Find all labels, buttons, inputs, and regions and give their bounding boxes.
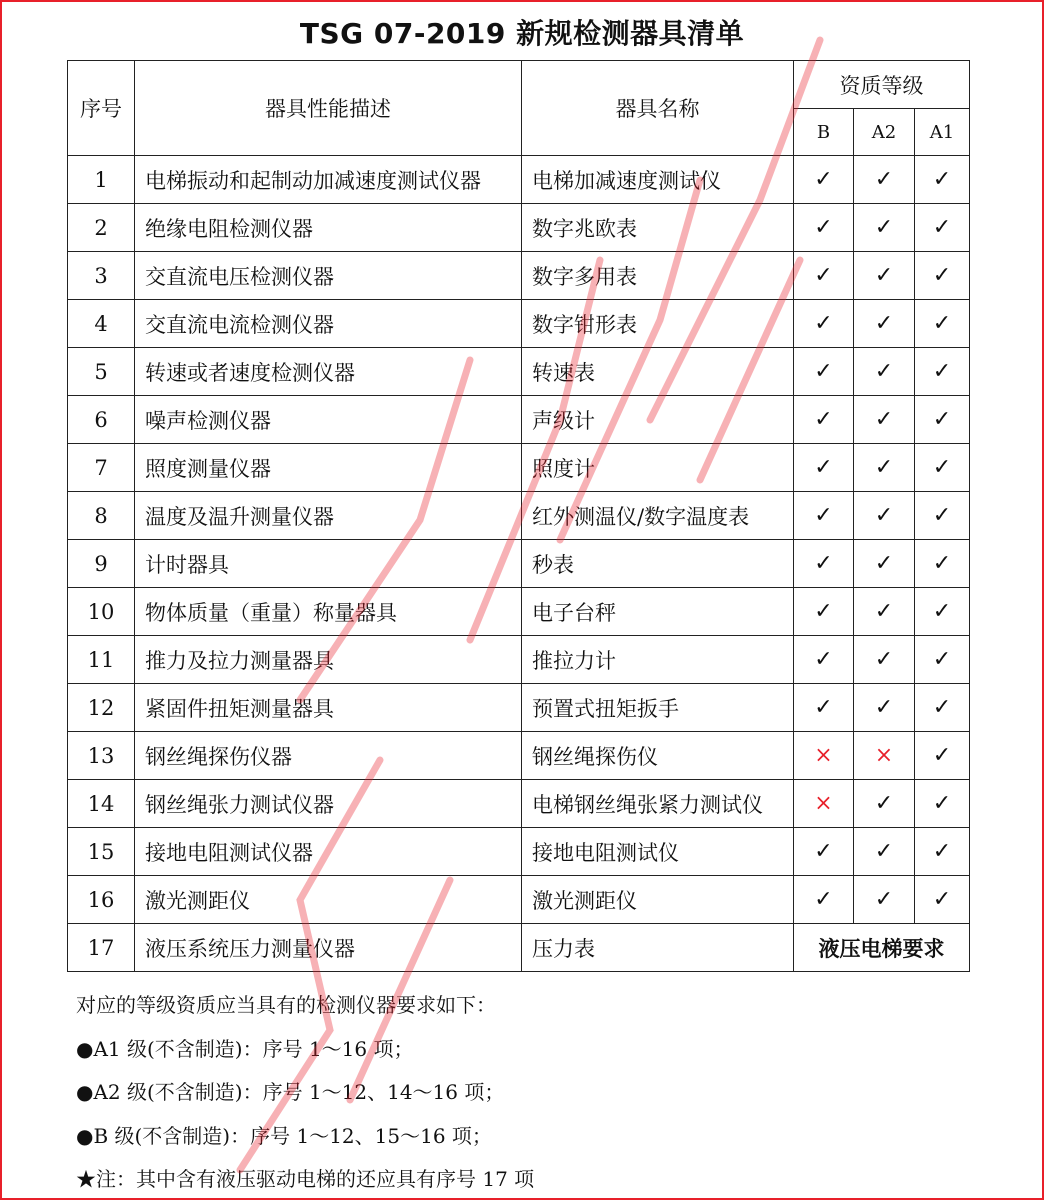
row-instrument-name: 压力表 bbox=[522, 924, 794, 972]
check-icon: ✓ bbox=[794, 876, 854, 924]
check-icon: ✓ bbox=[915, 684, 970, 732]
table-row bbox=[68, 492, 970, 540]
note-line: ●B 级(不含制造)：序号 1～12、15～16 项； bbox=[76, 1123, 492, 1148]
check-icon: ✓ bbox=[794, 684, 854, 732]
row-instrument-name: 接地电阻测试仪 bbox=[522, 828, 794, 876]
table-row bbox=[68, 876, 970, 924]
row-description: 电梯振动和起制动加减速度测试仪器 bbox=[135, 156, 522, 204]
row-instrument-name: 电梯钢丝绳张紧力测试仪 bbox=[522, 780, 794, 828]
header-grade: 资质等级 bbox=[794, 61, 970, 109]
row-instrument-name: 照度计 bbox=[522, 444, 794, 492]
check-icon: ✓ bbox=[794, 396, 854, 444]
check-icon: ✓ bbox=[915, 876, 970, 924]
check-icon: ✓ bbox=[915, 780, 970, 828]
row-number: 1 bbox=[68, 156, 135, 204]
check-icon: ✓ bbox=[854, 444, 915, 492]
row-description: 转速或者速度检测仪器 bbox=[135, 348, 522, 396]
table-row bbox=[68, 348, 970, 396]
row-instrument-name: 电子台秤 bbox=[522, 588, 794, 636]
table-row bbox=[68, 732, 970, 780]
table-row bbox=[68, 156, 970, 204]
check-icon: ✓ bbox=[854, 828, 915, 876]
cross-icon: × bbox=[794, 732, 854, 780]
row-number: 5 bbox=[68, 348, 135, 396]
check-icon: ✓ bbox=[794, 252, 854, 300]
row-instrument-name: 秒表 bbox=[522, 540, 794, 588]
hydraulic-elevator-note: 液压电梯要求 bbox=[794, 924, 970, 972]
table-row bbox=[68, 444, 970, 492]
row-number: 12 bbox=[68, 684, 135, 732]
check-icon: ✓ bbox=[854, 684, 915, 732]
header-a1: A1 bbox=[915, 109, 970, 156]
check-icon: ✓ bbox=[794, 204, 854, 252]
check-icon: ✓ bbox=[915, 300, 970, 348]
check-icon: ✓ bbox=[915, 588, 970, 636]
check-icon: ✓ bbox=[854, 252, 915, 300]
row-instrument-name: 电梯加减速度测试仪 bbox=[522, 156, 794, 204]
row-number: 10 bbox=[68, 588, 135, 636]
table-row bbox=[68, 540, 970, 588]
check-icon: ✓ bbox=[915, 396, 970, 444]
note-line: ★注：其中含有液压驱动电梯的还应具有序号 17 项 bbox=[76, 1167, 535, 1191]
check-icon: ✓ bbox=[854, 540, 915, 588]
requirements-notes bbox=[76, 984, 534, 1202]
row-number: 17 bbox=[68, 924, 135, 972]
header-name: 器具名称 bbox=[522, 61, 794, 156]
row-number: 13 bbox=[68, 732, 135, 780]
row-instrument-name: 转速表 bbox=[522, 348, 794, 396]
row-description: 噪声检测仪器 bbox=[135, 396, 522, 444]
header-a2: A2 bbox=[854, 109, 915, 156]
row-number: 7 bbox=[68, 444, 135, 492]
row-number: 3 bbox=[68, 252, 135, 300]
check-icon: ✓ bbox=[854, 300, 915, 348]
row-description: 钢丝绳张力测试仪器 bbox=[135, 780, 522, 828]
cross-icon: × bbox=[794, 780, 854, 828]
table-row bbox=[68, 588, 970, 636]
check-icon: ✓ bbox=[915, 636, 970, 684]
row-instrument-name: 预置式扭矩扳手 bbox=[522, 684, 794, 732]
row-instrument-name: 推拉力计 bbox=[522, 636, 794, 684]
row-number: 9 bbox=[68, 540, 135, 588]
check-icon: ✓ bbox=[794, 828, 854, 876]
check-icon: ✓ bbox=[854, 780, 915, 828]
check-icon: ✓ bbox=[915, 492, 970, 540]
check-icon: ✓ bbox=[794, 540, 854, 588]
check-icon: ✓ bbox=[915, 252, 970, 300]
check-icon: ✓ bbox=[794, 156, 854, 204]
row-number: 14 bbox=[68, 780, 135, 828]
row-description: 绝缘电阻检测仪器 bbox=[135, 204, 522, 252]
note-line: ●A2 级(不含制造)：序号 1～12、14～16 项； bbox=[76, 1080, 505, 1104]
check-icon: ✓ bbox=[915, 204, 970, 252]
check-icon: ✓ bbox=[915, 156, 970, 204]
check-icon: ✓ bbox=[915, 540, 970, 588]
table-row bbox=[68, 636, 970, 684]
row-number: 8 bbox=[68, 492, 135, 540]
row-description: 液压系统压力测量仪器 bbox=[135, 924, 522, 972]
row-instrument-name: 数字多用表 bbox=[522, 252, 794, 300]
row-description: 紧固件扭矩测量器具 bbox=[135, 684, 522, 732]
check-icon: ✓ bbox=[854, 396, 915, 444]
row-description: 交直流电流检测仪器 bbox=[135, 300, 522, 348]
check-icon: ✓ bbox=[794, 444, 854, 492]
page-title: TSG 07-2019 新规检测器具清单 bbox=[299, 17, 745, 50]
check-icon: ✓ bbox=[794, 348, 854, 396]
check-icon: ✓ bbox=[794, 636, 854, 684]
row-description: 钢丝绳探伤仪器 bbox=[135, 732, 522, 780]
check-icon: ✓ bbox=[854, 588, 915, 636]
row-number: 16 bbox=[68, 876, 135, 924]
note-line: 对应的等级资质应当具有的检测仪器要求如下： bbox=[76, 993, 496, 1017]
header-b: B bbox=[794, 109, 854, 156]
row-number: 2 bbox=[68, 204, 135, 252]
check-icon: ✓ bbox=[854, 492, 915, 540]
table-row bbox=[68, 924, 970, 972]
check-icon: ✓ bbox=[854, 348, 915, 396]
row-instrument-name: 数字兆欧表 bbox=[522, 204, 794, 252]
row-description: 推力及拉力测量器具 bbox=[135, 636, 522, 684]
equipment-table bbox=[67, 60, 970, 972]
row-instrument-name: 钢丝绳探伤仪 bbox=[522, 732, 794, 780]
table-row bbox=[68, 252, 970, 300]
check-icon: ✓ bbox=[794, 300, 854, 348]
row-instrument-name: 激光测距仪 bbox=[522, 876, 794, 924]
table-row bbox=[68, 300, 970, 348]
row-instrument-name: 红外测温仪/数字温度表 bbox=[522, 492, 794, 540]
row-instrument-name: 数字钳形表 bbox=[522, 300, 794, 348]
table-row bbox=[68, 204, 970, 252]
check-icon: ✓ bbox=[854, 636, 915, 684]
check-icon: ✓ bbox=[915, 444, 970, 492]
cross-icon: × bbox=[854, 732, 915, 780]
row-description: 计时器具 bbox=[135, 540, 522, 588]
header-row bbox=[68, 61, 970, 109]
row-number: 4 bbox=[68, 300, 135, 348]
row-description: 温度及温升测量仪器 bbox=[135, 492, 522, 540]
table-row bbox=[68, 828, 970, 876]
check-icon: ✓ bbox=[854, 204, 915, 252]
check-icon: ✓ bbox=[854, 876, 915, 924]
row-description: 激光测距仪 bbox=[135, 876, 522, 924]
check-icon: ✓ bbox=[915, 828, 970, 876]
note-line: ●A1 级(不含制造)：序号 1～16 项； bbox=[76, 1036, 414, 1061]
check-icon: ✓ bbox=[794, 588, 854, 636]
check-icon: ✓ bbox=[854, 156, 915, 204]
header-no: 序号 bbox=[68, 61, 135, 156]
row-description: 物体质量（重量）称量器具 bbox=[135, 588, 522, 636]
row-number: 15 bbox=[68, 828, 135, 876]
row-description: 接地电阻测试仪器 bbox=[135, 828, 522, 876]
check-icon: ✓ bbox=[915, 732, 970, 780]
table-row bbox=[68, 780, 970, 828]
table-row bbox=[68, 684, 970, 732]
check-icon: ✓ bbox=[794, 492, 854, 540]
header-desc: 器具性能描述 bbox=[135, 61, 522, 156]
row-description: 照度测量仪器 bbox=[135, 444, 522, 492]
row-number: 11 bbox=[68, 636, 135, 684]
row-instrument-name: 声级计 bbox=[522, 396, 794, 444]
table-row bbox=[68, 396, 970, 444]
check-icon: ✓ bbox=[915, 348, 970, 396]
row-description: 交直流电压检测仪器 bbox=[135, 252, 522, 300]
row-number: 6 bbox=[68, 396, 135, 444]
